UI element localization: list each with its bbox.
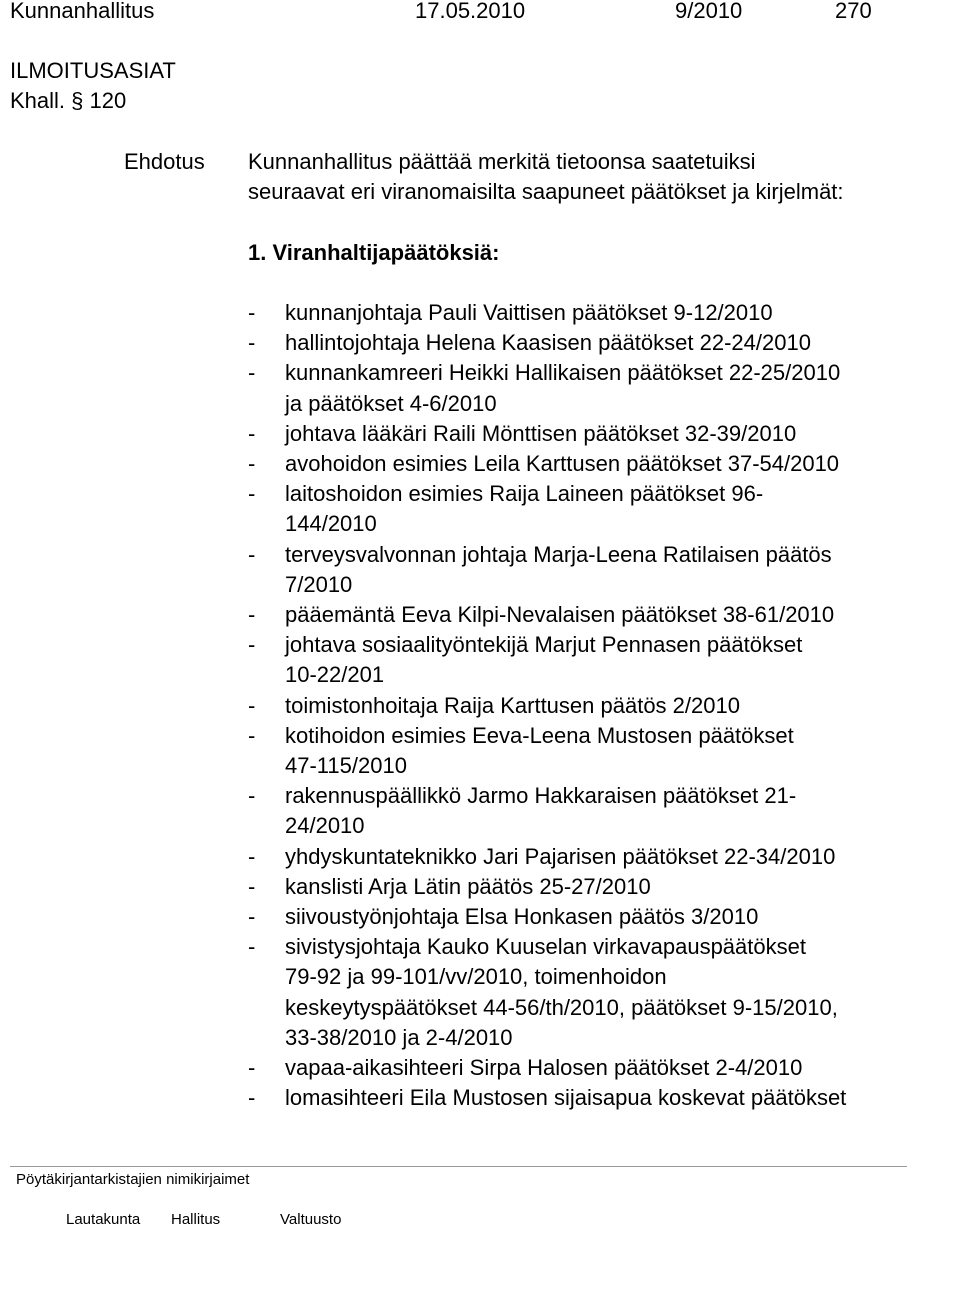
- list-item-dash: -: [248, 360, 256, 386]
- section-reference: Khall. § 120: [10, 88, 127, 113]
- list-item: [248, 902, 960, 932]
- list-item-text: kanslisti Arja Lätin päätös 25-27/2010: [285, 873, 651, 899]
- list-item: [248, 630, 960, 690]
- list-item-text: siivoustyönjohtaja Elsa Honkasen päätös 3/2010: [285, 904, 759, 930]
- list-item-text: johtava sosiaalityöntekijä Marjut Pennasen päätökset 10-22/201: [285, 632, 803, 688]
- list-item-dash: -: [248, 934, 256, 960]
- footer-divider: [10, 1166, 907, 1167]
- list-item-dash: -: [248, 481, 256, 507]
- header-date: 17.05.2010: [415, 0, 526, 23]
- list-item: [248, 842, 960, 872]
- list-item-dash: -: [248, 632, 256, 658]
- proposal-text-line1: Kunnanhallitus päättää merkitä tietoonsa saatetuiksi: [248, 149, 756, 174]
- proposal-label: Ehdotus: [124, 149, 205, 174]
- footer-body-lautakunta: Lautakunta: [66, 1211, 141, 1228]
- list-item-text: avohoidon esimies Leila Karttusen päätökset 37-54/2010: [285, 451, 840, 477]
- list-item: [248, 328, 960, 358]
- list-item-dash: -: [248, 1085, 256, 1111]
- decision-list: [248, 298, 960, 1113]
- list-item-text: yhdyskuntateknikko Jari Pajarisen päätökset 22-34/2010: [285, 843, 836, 869]
- list-item: [248, 1083, 960, 1113]
- list-item: [248, 781, 960, 841]
- list-item-dash: -: [248, 843, 256, 869]
- list-item-text: lomasihteeri Eila Mustosen sijaisapua koskevat päätökset: [285, 1085, 847, 1111]
- list-item-text: laitoshoidon esimies Raija Laineen päätökset 96- 144/2010: [285, 481, 764, 537]
- list-item-text: kotihoidon esimies Eeva-Leena Mustosen päätökset 47-115/2010: [285, 722, 794, 779]
- list-item: [248, 600, 960, 630]
- list-item: [248, 540, 960, 600]
- list-item-text: vapaa-aikasihteeri Sirpa Halosen päätökset 2-4/2010: [285, 1055, 803, 1081]
- list-item-dash: -: [248, 873, 256, 899]
- list-item-text: toimistonhoitaja Raija Karttusen päätös 2/2010: [285, 692, 740, 718]
- header-meeting-number: 9/2010: [675, 0, 743, 23]
- list-item: [248, 1053, 960, 1083]
- header-page-number: 270: [835, 0, 872, 23]
- list-item-text: hallintojohtaja Helena Kaasisen päätökset 22-24/2010: [285, 330, 811, 356]
- list-item: [248, 298, 960, 328]
- list-item-dash: -: [248, 692, 256, 718]
- list-item-text: kunnankamreeri Heikki Hallikaisen päätökset 22-25/2010 ja päätökset 4-6/2010: [285, 360, 841, 416]
- list-item-dash: -: [248, 904, 256, 930]
- list-item-dash: -: [248, 1055, 256, 1081]
- list-item-text: kunnanjohtaja Pauli Vaittisen päätökset 9-12/2010: [285, 300, 773, 325]
- header-body-name: Kunnanhallitus: [10, 0, 155, 23]
- list-item-dash: -: [248, 722, 256, 748]
- list-item-text: johtava lääkäri Raili Mönttisen päätökset 32-39/2010: [285, 420, 797, 446]
- list-item-dash: -: [248, 783, 256, 809]
- list-item-dash: -: [248, 420, 256, 446]
- list-item: [248, 479, 960, 539]
- proposal-text-line2: seuraavat eri viranomaisilta saapuneet päätökset ja kirjelmät:: [248, 179, 844, 204]
- footer-body-valtuusto: Valtuusto: [280, 1211, 342, 1228]
- list-item: [248, 358, 960, 418]
- list-item-text: terveysvalvonnan johtaja Marja-Leena Ratilaisen päätös 7/2010: [285, 541, 832, 597]
- list-item-text: sivistysjohtaja Kauko Kuuselan virkavapauspäätökset 79-92 ja 99-101/vv/2010, toimenhoidon keskeytyspäätökset 44-56/th/2010, päätökset 9-15/2010, 33-38/2010 ja 2-4/2010: [285, 934, 838, 1050]
- list-item-dash: -: [248, 300, 256, 325]
- list-item: [248, 449, 960, 479]
- list-item-dash: -: [248, 451, 256, 477]
- list-item-text: rakennuspäällikkö Jarmo Hakkaraisen päätökset 21- 24/2010: [285, 783, 797, 839]
- list-item: [248, 932, 960, 1053]
- footer-signers-label: Pöytäkirjantarkistajien nimikirjaimet: [16, 1171, 250, 1188]
- list-item-dash: -: [248, 602, 256, 628]
- list-item: [248, 691, 960, 721]
- section-title: ILMOITUSASIAT: [10, 58, 176, 83]
- list-item: [248, 872, 960, 902]
- footer-body-hallitus: Hallitus: [171, 1211, 221, 1228]
- list-item: [248, 419, 960, 449]
- list-heading: 1. Viranhaltijapäätöksiä:: [248, 240, 500, 265]
- list-item-dash: -: [248, 541, 256, 567]
- list-item-dash: -: [248, 330, 256, 356]
- list-item: [248, 721, 960, 781]
- list-item-text: pääemäntä Eeva Kilpi-Nevalaisen päätökset 38-61/2010: [285, 602, 835, 628]
